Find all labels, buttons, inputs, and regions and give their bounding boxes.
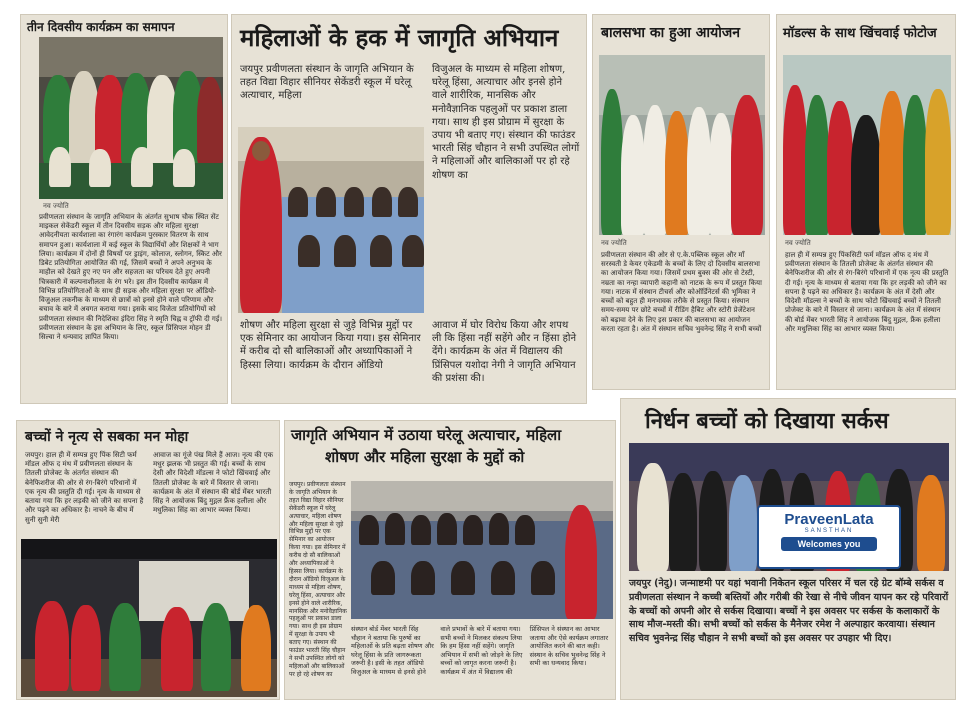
headline: मॉडल्स के साथ खिंचवाई फोटोज bbox=[783, 26, 937, 41]
clipping-balsabha bbox=[592, 14, 770, 390]
headline: निर्धन बच्चों को दिखाया सर्कस bbox=[645, 409, 889, 434]
article-body: प्रवीणलता संस्थान के जागृति अभियान के अंतर्गत सुभाष चौक स्थित सेंट माइकल सेकेंडरी स्कूल में तीन दिवसीय सड़क और महिला सुरक्षा आवेदनीयता कार्यशाला का रंगारंग कार्यक्रम पुरस्कार वितरण के साथ समापन हुआ। कार्यशाला में कई स्कूल के विद्यार्थियों और शिक्षकों ने भाग लिया। कार्यक्रम में दोनों ही विषयों पर ड्राइंग, कोलाज, स्लोगन, स्किट और डिबेट प्रतियोगिता आयोजित की गई, जिसमें बच्चों ने अपने अनुभव के माहौल को देखते हुए नए पन और सहजता का परिचय देते हुए अपनी चित्रकारी में कल्पनाशीलता के रंग भरे। इस तीन दिवसीय कार्यक्रम में विभिन्न प्रतियोगिताओं के साथ ही सड़क और महिला सुरक्षा पर ऑडियो-विजुअल तकनीक के माध्यम से छात्रों को इनसे होने वाले परिणाम और बचाव के बारे में अवगत कराया गया। इसके बाद विजेता प्रतियोगियों को प्रवीणलता संस्थान की निदेशिका इंदिरा सिंह ने स्मृति चिह्न व ट्रॉफी दी गई। प्रवीणलता संस्थान के इस अभियान के लिए, स्कूल प्रिंसिपल मोहन डी सिल्वा ने धन्यवाद ज्ञापित किया। bbox=[39, 213, 222, 342]
headline: बच्चों ने नृत्य से सबका मन मोहा bbox=[25, 429, 189, 445]
banner-brand: PraveenLata bbox=[784, 511, 874, 528]
clipping-dance bbox=[16, 420, 280, 700]
clipping-closing-ceremony bbox=[20, 14, 228, 404]
sanstha-banner bbox=[757, 505, 901, 569]
headline: महिलाओं के हक में जागृति अभियान bbox=[240, 24, 559, 52]
dance-photo bbox=[21, 539, 277, 697]
article-body-bottom-left: शोषण और महिला सुरक्षा से जुड़े विभिन्न मुद्दों पर एक सेमिनार का आयोजन किया गया। इस सेमिनार में करीब दो सौ बालिकाओं और अध्यापिकाओं ने हिस्सा लिया। कार्यक्रम के दौरान ऑडियो bbox=[240, 320, 421, 371]
article-body-bottom: संस्थान बोर्ड मेंबर भारती सिंह चौहान ने बताया कि पुरुषों का महिलाओं के प्रति बढ़ता शोषण और घरेलू हिंसा के प्रति जागरूकता जरूरी है। इसी के तहत ऑडियो विजुअल के माध्यम से इनसे होने वाले प्रभावों के बारे में बताया गया। सभी बच्चों ने मिलकर संकल्प लिया कि हम हिंसा नहीं सहेंगे। जागृति अभियान में सभी को जोड़ने के लिए बच्चों को जागृत करना जरूरी है। कार्यक्रम में अंत में विद्यालय की प्रिंसिपल ने संस्थान का आभार जताया और ऐसे कार्यक्रम लगातार आयोजित करने की बात कही। संस्थान के सचिव भुवनेन्द्र सिंह ने सभी का धन्यवाद किया। bbox=[351, 625, 609, 676]
children-photo bbox=[599, 55, 765, 235]
headline: तीन दिवसीय कार्यक्रम का समापन bbox=[27, 20, 175, 34]
article-body-left: जयपुर। प्रवीणलता संस्थान के जागृति अभियान के तहत विद्या विहार सीनियर सेकेंडरी स्कूल में घरेलू अत्याचार, महिला शोषण और महिला सुरक्षा से जुड़े विभिन्न मुद्दों पर एक सेमिनार का आयोजन किया गया। इस सेमिनार में करीब दो सौ बालिकाओं और अध्यापिकाओं ने हिस्सा लिया। कार्यक्रम के दौरान ऑडियो विजुअल के माध्यम से महिला शोषण, घरेलू हिंसा, अत्याचार और इनसे होने वाले शारीरिक, मानसिक और मनोवैज्ञानिक पहलुओं पर प्रकाश डाला गया। साथ ही इस प्रोग्राम में सुरक्षा के उपाय भी बताए गए। संस्थान की फाउंडर भारती सिंह चौहान ने सभी उपस्थित लोगों को महिलाओं और बालिकाओं पर हो रहे शोषण का bbox=[289, 481, 347, 678]
photo-credit: नव ज्योति bbox=[601, 239, 627, 247]
photo-credit: नव ज्योति bbox=[43, 202, 69, 210]
article-body-bottom-right: आवाज में घोर विरोध किया और शपथ ली कि हिंसा नहीं सहेंगे और न हिंसा होने देंगे। कार्यक्रम के अंत में विद्यालय की प्रिंसिपल यशोदा नेगी ने जागृति अभियान की प्रशंसा की। bbox=[432, 320, 577, 384]
models-photo bbox=[783, 55, 951, 235]
clipping-models-photo bbox=[776, 14, 956, 390]
article-body-col2: आवाज का गूंजे पंख मिले हैं आज। नृत्य की एक मधुर झलक भी प्रस्तुत की गई। बच्चों के साथ देसी और विदेशी मॉडल्स ने फोटो खिंचवाई और तितली प्रोजेक्ट के बारे में विस्तार से जाना। कार्यक्रम के अंत में संस्थान की बोर्ड मेंबर भारती सिंह ने आयोजक बिंदु मुद्गल फ्रैंक हलीला और मधुलिका सिंह का आभार व्यक्त किया। bbox=[153, 451, 273, 515]
article-body: प्रवीणलता संस्थान की ओर से ए.के.पब्लिक स्कूल और माँ सरस्वती डे केयर एकेडमी के बच्चों के लिए दो दिवसीय बालसभा का आयोजन किया गया। जिसमें प्रथम बुक्स की ओर से टेस्टी, नम्रता का नन्हा व्यापारी कहानी को नाटक के रूप में प्रस्तुत किया गया। नाटक में संस्थान टीचर्स और कोऑर्डिनेटर्स की भूमिका ने बच्चों को बहुत ही मनभावक तरीके से प्रस्तुत किया। संस्थान समय-समय पर छोटे बच्चों में रीडिंग हैबिट और स्टोरी प्रेजेंटेशन को बढ़ावा देने के लिए इस प्रकार की बालसभा का आयोजन करता रहता है। अंत में संस्थान सचिव भुवनेन्द्र सिंह ने सभी बच्चों bbox=[601, 251, 762, 333]
seminar-photo bbox=[238, 127, 424, 313]
clipping-jagriti-seminar bbox=[284, 420, 616, 700]
article-body-col2: विजुअल के माध्यम से महिला शोषण, घरेलू हिंसा, अत्याचार और इनसे होने वाले शारीरिक, मानसिक और मनोवैज्ञानिक पहलुओं पर प्रकाश डाला गया। साथ ही इस प्रोग्राम में सुरक्षा के उपाय भी बताए गए। संस्थान की फाउंडर भारती सिंह चौहान ने सभी उपस्थित लोगों ने महिलाओं और बालिकाओं पर हो रहे शोषण का bbox=[432, 64, 580, 181]
article-body-col1: जयपुर। हाल ही में सम्पन्न हुए पिंक सिटी फर्म मॉडल ऑफ द मंथ में प्रवीणलता संस्थान के तितली प्रोजेक्ट के अंतर्गत संस्थान की बेनेफिशरीज की ओर से रंग-बिरंगे परिधानों में एक नृत्य की प्रस्तुति दी गई। नृत्य के माध्यम से बताया गया कि हर लड़की को जीने का सपना है और पढ़ने का अधिकार है। नाचने के बीच में सुनी सुनी मेरी bbox=[25, 451, 144, 524]
group-photo bbox=[39, 37, 223, 199]
headline-line1: जागृति अभियान में उठाया घरेलू अत्याचार, महिला bbox=[291, 426, 562, 444]
clipping-awareness-campaign bbox=[231, 14, 587, 404]
banner-welcome: Welcomes you bbox=[781, 537, 877, 551]
circus-photo bbox=[629, 443, 949, 571]
article-body: हाल ही में सम्पन्न हुए पिंकसिटी फर्म मॉडल ऑफ द मंथ में प्रवीणलता संस्थान के तितली प्रोजेक्ट के अंतर्गत संस्थान की बेनेफिशरीज की ओर से रंग-बिरंगे परिधानों में एक नृत्य की प्रस्तुति दी गई। नृत्य के माध्यम से बताया गया कि हर लड़की को जीने का सपना है पढ़ने का अधिकार है। कार्यक्रम के अंत में देसी और विदेशी मॉडल्स ने बच्चों के साथ फोटो खिंचवाई बच्चों ने तितली प्रोजेक्ट के बारे में विस्तार से जाना। कार्यक्रम के अंत में संस्थान की बोर्ड मेंबर भारती सिंह ने आयोजक बिंदु मुद्गल, फ्रैंक हलीला और मधुलिका सिंह का आभार व्यक्त किया। bbox=[785, 251, 949, 333]
headline: बालसभा का हुआ आयोजन bbox=[601, 25, 740, 41]
clipping-circus bbox=[620, 398, 956, 700]
article-body: जयपुर (नेदु)। जन्माष्टमी पर यहां भवानी निकेतन स्कूल परिसर में चल रहे ग्रेट बॉम्बे सर्कस व प्रवीणलता संस्थान ने कच्ची बस्तियों और गरीबी की रेखा से नीचे जीवन यापन कर रहे परिवारों के बच्चों को अपनी ओर से सर्कस दिखाया। बच्चों ने इस अवसर पर सर्कस के कलाकारों के साथ मौज-मस्ती की। सभी बच्चों को सर्कस के मैनेजर रमेश ने अल्पाहार करवाया। संस्थान सचिव भुवनेन्द्र सिंह चौहान ने सभी बच्चों को इस अवसर पर उपहार भी दिए। bbox=[629, 578, 949, 645]
photo-credit: नव ज्योति bbox=[785, 239, 811, 247]
seminar-hall-photo bbox=[351, 481, 613, 619]
article-body-col1: जयपुर प्रवीणलता संस्थान के जागृति अभियान के तहत विद्या विहार सीनियर सेकेंडरी स्कूल में घरेलू अत्याचार, महिला bbox=[240, 64, 414, 102]
headline-line2: शोषण और महिला सुरक्षा के मुद्दों को bbox=[325, 448, 525, 466]
banner-sub: SANSTHAN bbox=[804, 528, 854, 534]
